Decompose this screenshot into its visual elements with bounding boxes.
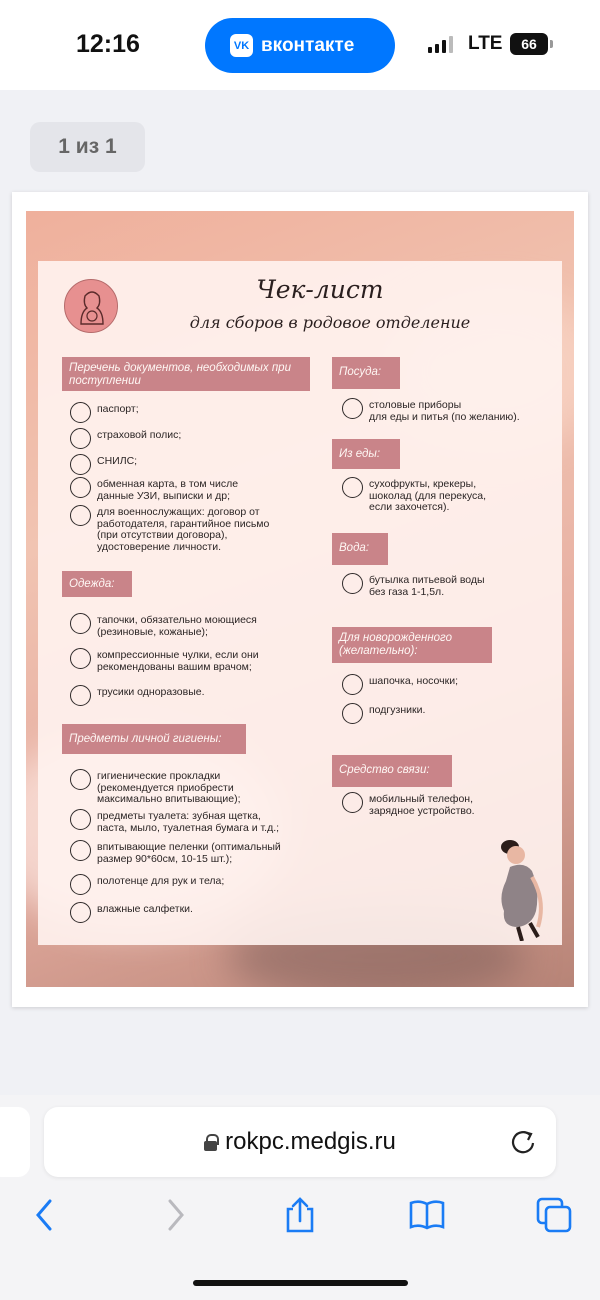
checkbox[interactable]	[70, 685, 91, 706]
checkbox[interactable]	[70, 809, 91, 830]
status-bar	[0, 0, 600, 90]
checklist-item[interactable]: СНИЛС;	[70, 456, 137, 475]
tabs-icon[interactable]	[534, 1195, 574, 1235]
checklist-card	[38, 261, 562, 945]
checkbox[interactable]	[342, 398, 363, 419]
checkbox[interactable]	[70, 840, 91, 861]
vk-app-pill[interactable]	[205, 18, 395, 73]
checklist-item[interactable]: впитывающие пеленки (оптимальный размер 90*60см, 10-15 шт.);	[70, 842, 281, 865]
checklist-item[interactable]: столовые приборы для еды и питья (по желанию).	[342, 400, 520, 423]
checklist-item[interactable]: влажные салфетки.	[70, 904, 193, 923]
section-heading-documents: Перечень документов, необходимых при поступлении	[62, 357, 310, 391]
checklist-item[interactable]: бутылка питьевой воды без газа 1-1,5л.	[342, 575, 485, 598]
checklist-item[interactable]: полотенце для рук и тела;	[70, 876, 224, 895]
checklist-item[interactable]: сухофрукты, крекеры, шоколад (для перекуса, если захочется).	[342, 479, 486, 514]
checklist-item[interactable]: страховой полис;	[70, 430, 181, 449]
checkbox[interactable]	[70, 402, 91, 423]
bookmarks-icon[interactable]	[407, 1195, 447, 1235]
checklist-item[interactable]: подгузники.	[342, 705, 425, 724]
section-heading-food: Из еды:	[332, 439, 400, 469]
section-heading-water: Вода:	[332, 533, 388, 565]
url-text: rokpc.medgis.ru	[225, 1128, 396, 1155]
checkbox[interactable]	[342, 477, 363, 498]
checkbox[interactable]	[70, 477, 91, 498]
checkbox[interactable]	[70, 874, 91, 895]
section-heading-hygiene: Предметы личной гигиены:	[62, 724, 246, 754]
home-indicator[interactable]	[193, 1280, 408, 1286]
signal-icon	[428, 36, 453, 53]
share-icon[interactable]	[280, 1195, 320, 1235]
reload-icon[interactable]	[510, 1129, 536, 1155]
checklist-item[interactable]: предметы туалета: зубная щетка, паста, мыло, туалетная бумага и т.д.;	[70, 811, 279, 834]
forward-icon[interactable]	[156, 1195, 196, 1235]
checklist-item[interactable]: обменная карта, в том числе данные УЗИ, выписки и др;	[70, 479, 238, 502]
checklist-item[interactable]: мобильный телефон, зарядное устройство.	[342, 794, 475, 817]
checkbox[interactable]	[342, 674, 363, 695]
address-bar[interactable]	[44, 1107, 556, 1177]
lock-icon	[204, 1134, 217, 1151]
back-icon[interactable]	[26, 1195, 66, 1235]
page-counter: 1 из 1	[30, 122, 145, 172]
section-heading-newborn: Для новорожденного (желательно):	[332, 627, 492, 663]
checkbox[interactable]	[70, 902, 91, 923]
vk-pill-label: вконтакте	[261, 34, 355, 56]
section-heading-clothes: Одежда:	[62, 571, 132, 597]
clock: 12:16	[76, 30, 140, 58]
checkbox[interactable]	[70, 505, 91, 526]
checkbox[interactable]	[70, 428, 91, 449]
checkbox[interactable]	[70, 454, 91, 475]
checkbox[interactable]	[342, 703, 363, 724]
checkbox[interactable]	[70, 613, 91, 634]
checklist-item[interactable]: для военнослужащих: договор от работодателя, гарантийное письмо (при отсутствии договора), удостоверение личности.	[70, 507, 269, 553]
checklist-item[interactable]: паспорт;	[70, 404, 139, 423]
pregnant-woman-illustration	[488, 831, 558, 941]
checklist-item[interactable]: трусики одноразовые.	[70, 687, 205, 706]
document-page[interactable]	[12, 192, 588, 1007]
checkbox[interactable]	[342, 792, 363, 813]
previous-tab-pill[interactable]	[0, 1107, 30, 1177]
checkbox[interactable]	[70, 769, 91, 790]
checklist-title: Чек-лист	[256, 275, 384, 304]
checklist-item[interactable]: шапочка, носочки;	[342, 676, 458, 695]
checklist-item[interactable]: тапочки, обязательно моющиеся (резиновые, кожаные);	[70, 615, 257, 638]
checklist-poster	[26, 211, 574, 987]
checkbox[interactable]	[342, 573, 363, 594]
vk-logo-icon: VK	[230, 34, 253, 57]
checklist-item[interactable]: компрессионные чулки, если они рекомендованы вашим врачом;	[70, 650, 259, 673]
checklist-subtitle: для сборов в родовое отделение	[189, 313, 471, 332]
browser-chrome	[0, 1095, 600, 1300]
section-heading-dishes: Посуда:	[332, 357, 400, 389]
document-viewer[interactable]	[0, 90, 600, 1095]
section-heading-comms: Средство связи:	[332, 755, 452, 787]
checklist-item[interactable]: гигиенические прокладки (рекомендуется приобрести максимально впитывающие);	[70, 771, 241, 806]
battery-icon: 66	[510, 33, 548, 55]
network-type: LTE	[468, 33, 503, 54]
checkbox[interactable]	[70, 648, 91, 669]
